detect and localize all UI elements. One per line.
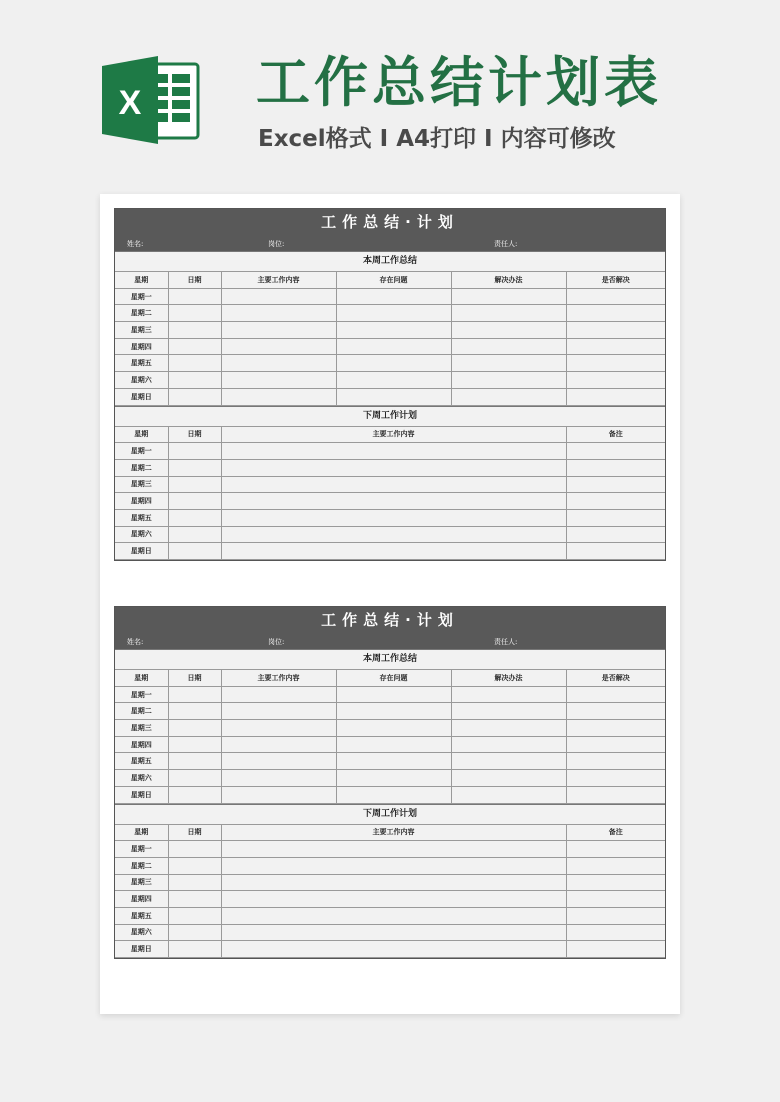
weekday-cell: 星期日 bbox=[115, 543, 168, 560]
table-cell[interactable] bbox=[221, 686, 336, 703]
table-row bbox=[115, 703, 665, 720]
weekday-cell: 星期四 bbox=[115, 338, 168, 355]
table-header-row bbox=[115, 670, 665, 687]
table-cell[interactable] bbox=[221, 443, 566, 460]
table-row bbox=[115, 720, 665, 737]
table-cell[interactable] bbox=[451, 305, 566, 322]
table-cell[interactable] bbox=[221, 907, 566, 924]
weekday-cell: 星期三 bbox=[115, 476, 168, 493]
table-cell[interactable] bbox=[336, 770, 451, 787]
weekday-cell: 星期五 bbox=[115, 907, 168, 924]
table-header-row bbox=[115, 426, 665, 443]
table-cell[interactable] bbox=[336, 288, 451, 305]
table-cell[interactable] bbox=[221, 703, 336, 720]
table-cell[interactable] bbox=[336, 355, 451, 372]
table-cell[interactable] bbox=[451, 322, 566, 339]
weekday-cell: 星期六 bbox=[115, 526, 168, 543]
weekday-cell: 星期三 bbox=[115, 322, 168, 339]
table-cell[interactable] bbox=[566, 388, 665, 405]
table-row bbox=[115, 526, 665, 543]
table-row bbox=[115, 476, 665, 493]
table-cell[interactable] bbox=[221, 338, 336, 355]
table-cell[interactable] bbox=[221, 543, 566, 560]
table-cell[interactable] bbox=[566, 841, 665, 858]
table-cell[interactable] bbox=[566, 786, 665, 803]
weekday-cell: 星期一 bbox=[115, 443, 168, 460]
table-cell[interactable] bbox=[336, 388, 451, 405]
table-cell[interactable] bbox=[221, 355, 336, 372]
table-row bbox=[115, 443, 665, 460]
table-cell[interactable] bbox=[566, 770, 665, 787]
header-cell: 解决办法 bbox=[451, 670, 566, 687]
weekday-cell: 星期四 bbox=[115, 493, 168, 510]
table-header-row bbox=[115, 824, 665, 841]
table-cell[interactable] bbox=[221, 526, 566, 543]
header-cell: 是否解决 bbox=[566, 670, 665, 687]
table-row bbox=[115, 543, 665, 560]
table-cell[interactable] bbox=[168, 941, 221, 958]
owner-label: 责任人: bbox=[494, 638, 518, 646]
table-cell[interactable] bbox=[221, 459, 566, 476]
excel-logo-icon bbox=[100, 56, 200, 144]
weekday-cell: 星期六 bbox=[115, 372, 168, 389]
table-cell[interactable] bbox=[451, 372, 566, 389]
table-cell[interactable] bbox=[168, 338, 221, 355]
owner-label: 责任人: bbox=[494, 240, 518, 248]
table-cell[interactable] bbox=[168, 891, 221, 908]
header-cell: 日期 bbox=[168, 272, 221, 289]
table-row bbox=[115, 355, 665, 372]
weekday-cell: 星期三 bbox=[115, 720, 168, 737]
table-row bbox=[115, 941, 665, 958]
table-cell[interactable] bbox=[168, 924, 221, 941]
table-cell[interactable] bbox=[221, 753, 336, 770]
table-cell[interactable] bbox=[221, 924, 566, 941]
sheet-title: 工作总结·计划 bbox=[115, 209, 665, 236]
table-cell[interactable] bbox=[566, 476, 665, 493]
table-cell[interactable] bbox=[221, 786, 336, 803]
table-cell[interactable] bbox=[336, 322, 451, 339]
weekday-cell: 星期四 bbox=[115, 736, 168, 753]
table-cell[interactable] bbox=[566, 459, 665, 476]
weekday-cell: 星期五 bbox=[115, 355, 168, 372]
header-cell: 主要工作内容 bbox=[221, 670, 336, 687]
table-cell[interactable] bbox=[221, 941, 566, 958]
table-cell[interactable] bbox=[168, 786, 221, 803]
table-cell[interactable] bbox=[451, 338, 566, 355]
table-cell[interactable] bbox=[566, 509, 665, 526]
weekday-cell: 星期五 bbox=[115, 509, 168, 526]
table-cell[interactable] bbox=[336, 786, 451, 803]
header-cell: 存在问题 bbox=[336, 670, 451, 687]
table-cell[interactable] bbox=[566, 305, 665, 322]
table-cell[interactable] bbox=[168, 720, 221, 737]
table-cell[interactable] bbox=[221, 736, 336, 753]
weekday-cell: 星期日 bbox=[115, 786, 168, 803]
table-cell[interactable] bbox=[566, 288, 665, 305]
table-cell[interactable] bbox=[168, 509, 221, 526]
table-row bbox=[115, 372, 665, 389]
position-label: 岗位: bbox=[268, 240, 285, 248]
table-cell[interactable] bbox=[451, 686, 566, 703]
weekday-cell: 星期二 bbox=[115, 305, 168, 322]
table-cell[interactable] bbox=[566, 526, 665, 543]
header-cell: 主要工作内容 bbox=[221, 272, 336, 289]
table-cell[interactable] bbox=[566, 907, 665, 924]
table-cell[interactable] bbox=[336, 305, 451, 322]
header-cell: 是否解决 bbox=[566, 272, 665, 289]
weekday-cell: 星期日 bbox=[115, 941, 168, 958]
header-cell: 星期 bbox=[115, 272, 168, 289]
name-label: 姓名: bbox=[127, 638, 144, 646]
table-row bbox=[115, 786, 665, 803]
table-cell[interactable] bbox=[221, 874, 566, 891]
table-row bbox=[115, 288, 665, 305]
table-cell[interactable] bbox=[168, 703, 221, 720]
weekday-cell: 星期日 bbox=[115, 388, 168, 405]
table-cell[interactable] bbox=[566, 355, 665, 372]
table-row bbox=[115, 753, 665, 770]
table-cell[interactable] bbox=[168, 526, 221, 543]
table-cell[interactable] bbox=[168, 459, 221, 476]
weekday-cell: 星期二 bbox=[115, 703, 168, 720]
page-subtitle: Excel格式 I A4打印 I 内容可修改 bbox=[258, 126, 616, 152]
table-cell[interactable] bbox=[566, 891, 665, 908]
table-row bbox=[115, 509, 665, 526]
table-cell[interactable] bbox=[168, 372, 221, 389]
table-row bbox=[115, 770, 665, 787]
table-cell[interactable] bbox=[336, 720, 451, 737]
table-row bbox=[115, 907, 665, 924]
table-row bbox=[115, 388, 665, 405]
table-row bbox=[115, 857, 665, 874]
table-cell[interactable] bbox=[336, 736, 451, 753]
table-header-row bbox=[115, 272, 665, 289]
table-cell[interactable] bbox=[221, 288, 336, 305]
header-cell: 星期 bbox=[115, 824, 168, 841]
table-row bbox=[115, 874, 665, 891]
table-row bbox=[115, 891, 665, 908]
table-cell[interactable] bbox=[168, 857, 221, 874]
weekday-cell: 星期六 bbox=[115, 924, 168, 941]
table-cell[interactable] bbox=[566, 703, 665, 720]
weekday-cell: 星期二 bbox=[115, 459, 168, 476]
table-row bbox=[115, 459, 665, 476]
table-cell[interactable] bbox=[336, 703, 451, 720]
table-cell[interactable] bbox=[168, 322, 221, 339]
header-cell: 星期 bbox=[115, 670, 168, 687]
page-title: 工作总结计划表 bbox=[256, 51, 662, 114]
table-cell[interactable] bbox=[168, 874, 221, 891]
table-cell[interactable] bbox=[566, 941, 665, 958]
table-cell[interactable] bbox=[221, 720, 336, 737]
info-row bbox=[115, 634, 665, 649]
table-cell[interactable] bbox=[451, 355, 566, 372]
info-row bbox=[115, 236, 665, 251]
table-cell[interactable] bbox=[221, 372, 336, 389]
table-cell[interactable] bbox=[451, 770, 566, 787]
table-cell[interactable] bbox=[221, 476, 566, 493]
table-cell[interactable] bbox=[221, 322, 336, 339]
table-cell[interactable] bbox=[168, 841, 221, 858]
table-cell[interactable] bbox=[336, 753, 451, 770]
table-cell[interactable] bbox=[566, 736, 665, 753]
plan-section-title: 下周工作计划 bbox=[115, 406, 665, 426]
table-row bbox=[115, 305, 665, 322]
plan-section-title: 下周工作计划 bbox=[115, 804, 665, 824]
table-cell[interactable] bbox=[168, 388, 221, 405]
table-cell[interactable] bbox=[168, 355, 221, 372]
table-cell[interactable] bbox=[566, 543, 665, 560]
header-cell: 主要工作内容 bbox=[221, 824, 566, 841]
header-cell: 解决办法 bbox=[451, 272, 566, 289]
table-cell[interactable] bbox=[336, 338, 451, 355]
table-cell[interactable] bbox=[566, 924, 665, 941]
header-cell: 备注 bbox=[566, 824, 665, 841]
header-cell: 星期 bbox=[115, 426, 168, 443]
table-cell[interactable] bbox=[168, 443, 221, 460]
table-cell[interactable] bbox=[566, 874, 665, 891]
table-cell[interactable] bbox=[168, 736, 221, 753]
weekday-cell: 星期一 bbox=[115, 288, 168, 305]
header-cell: 备注 bbox=[566, 426, 665, 443]
table-row bbox=[115, 322, 665, 339]
weekday-cell: 星期一 bbox=[115, 841, 168, 858]
table-cell[interactable] bbox=[168, 753, 221, 770]
table-cell[interactable] bbox=[566, 443, 665, 460]
summary-table bbox=[115, 271, 665, 406]
table-cell[interactable] bbox=[451, 703, 566, 720]
table-cell[interactable] bbox=[221, 493, 566, 510]
table-cell[interactable] bbox=[168, 493, 221, 510]
table-cell[interactable] bbox=[168, 288, 221, 305]
table-row bbox=[115, 338, 665, 355]
table-cell[interactable] bbox=[451, 753, 566, 770]
document-paper bbox=[100, 194, 680, 1014]
table-cell[interactable] bbox=[168, 305, 221, 322]
table-row bbox=[115, 686, 665, 703]
header-cell: 日期 bbox=[168, 824, 221, 841]
table-cell[interactable] bbox=[168, 686, 221, 703]
table-cell[interactable] bbox=[566, 720, 665, 737]
summary-section-title: 本周工作总结 bbox=[115, 649, 665, 669]
table-cell[interactable] bbox=[566, 372, 665, 389]
table-cell[interactable] bbox=[566, 493, 665, 510]
table-cell[interactable] bbox=[566, 753, 665, 770]
table-cell[interactable] bbox=[168, 907, 221, 924]
table-cell[interactable] bbox=[221, 509, 566, 526]
plan-table bbox=[115, 824, 665, 959]
weekday-cell: 星期一 bbox=[115, 686, 168, 703]
table-cell[interactable] bbox=[451, 736, 566, 753]
table-cell[interactable] bbox=[336, 372, 451, 389]
work-plan-sheet bbox=[114, 606, 666, 959]
weekday-cell: 星期五 bbox=[115, 753, 168, 770]
table-row bbox=[115, 493, 665, 510]
weekday-cell: 星期三 bbox=[115, 874, 168, 891]
table-cell[interactable] bbox=[451, 786, 566, 803]
table-cell[interactable] bbox=[221, 841, 566, 858]
weekday-cell: 星期六 bbox=[115, 770, 168, 787]
plan-table bbox=[115, 426, 665, 561]
header-cell: 存在问题 bbox=[336, 272, 451, 289]
sheet-title: 工作总结·计划 bbox=[115, 607, 665, 634]
table-cell[interactable] bbox=[566, 857, 665, 874]
table-cell[interactable] bbox=[451, 288, 566, 305]
weekday-cell: 星期二 bbox=[115, 857, 168, 874]
name-label: 姓名: bbox=[127, 240, 144, 248]
work-plan-sheet bbox=[114, 208, 666, 561]
summary-section-title: 本周工作总结 bbox=[115, 251, 665, 271]
table-cell[interactable] bbox=[221, 891, 566, 908]
table-cell[interactable] bbox=[336, 686, 451, 703]
table-cell[interactable] bbox=[451, 388, 566, 405]
table-cell[interactable] bbox=[168, 770, 221, 787]
table-row bbox=[115, 924, 665, 941]
table-cell[interactable] bbox=[451, 720, 566, 737]
table-cell[interactable] bbox=[221, 770, 336, 787]
table-cell[interactable] bbox=[221, 388, 336, 405]
table-row bbox=[115, 841, 665, 858]
table-cell[interactable] bbox=[221, 305, 336, 322]
table-cell[interactable] bbox=[168, 543, 221, 560]
excel-logo-letter: X bbox=[118, 84, 142, 122]
table-cell[interactable] bbox=[566, 322, 665, 339]
summary-table bbox=[115, 669, 665, 804]
table-cell[interactable] bbox=[566, 338, 665, 355]
table-cell[interactable] bbox=[221, 857, 566, 874]
header-cell: 主要工作内容 bbox=[221, 426, 566, 443]
table-cell[interactable] bbox=[566, 686, 665, 703]
weekday-cell: 星期四 bbox=[115, 891, 168, 908]
table-cell[interactable] bbox=[168, 476, 221, 493]
header-cell: 日期 bbox=[168, 670, 221, 687]
table-row bbox=[115, 736, 665, 753]
position-label: 岗位: bbox=[268, 638, 285, 646]
header-cell: 日期 bbox=[168, 426, 221, 443]
